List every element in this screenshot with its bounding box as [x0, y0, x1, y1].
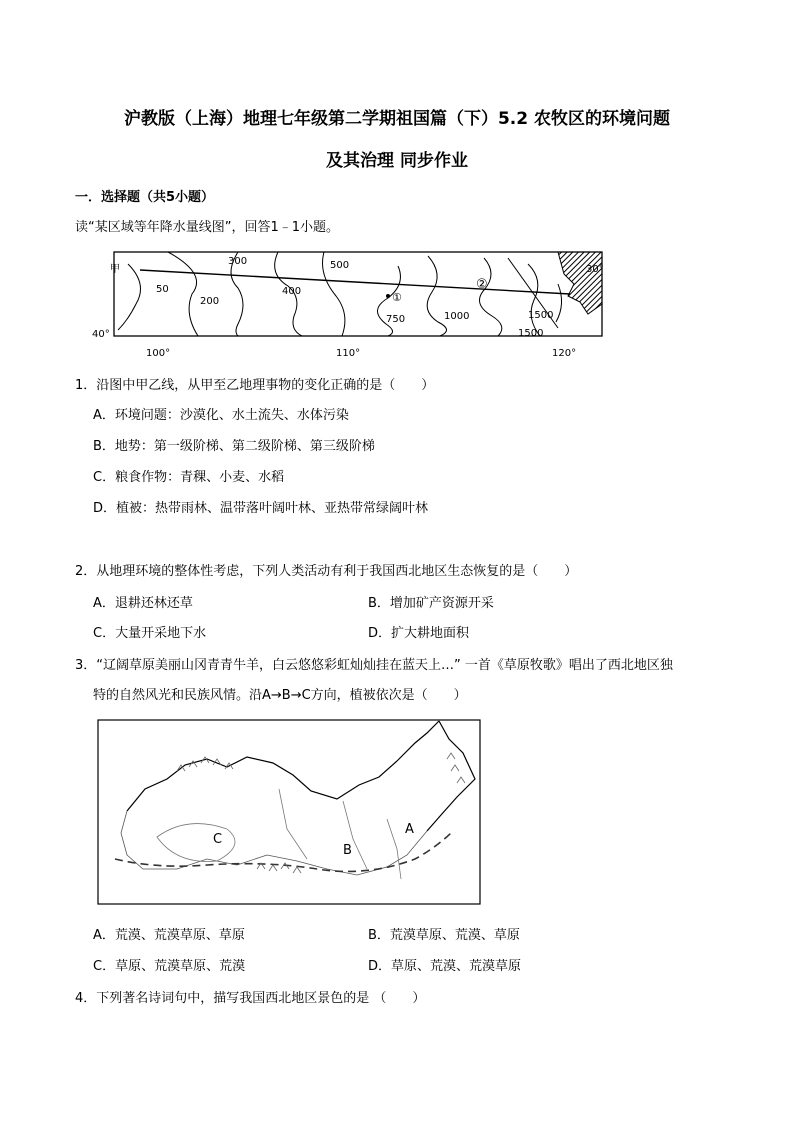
q1-stem: 1．沿图中甲乙线，从甲至乙地理事物的变化正确的是（ ）: [75, 378, 435, 393]
isohyet-1000: 1000: [444, 311, 470, 322]
isohyet-50: 50: [156, 284, 169, 295]
q2-option-c[interactable]: C．大量开采地下水: [93, 626, 207, 641]
isohyet-200: 200: [200, 296, 220, 307]
doc-title-line2: 及其治理 同步作业: [326, 151, 468, 171]
lat-30: 30°: [586, 264, 604, 275]
q2-stem: 2．从地理环境的整体性考虑，下列人类活动有利于我国西北地区生态恢复的是（ ）: [75, 564, 578, 579]
map-label-a: A: [405, 822, 414, 837]
isohyet-500: 500: [330, 260, 350, 271]
isohyet-400: 400: [282, 286, 302, 297]
q1-option-a[interactable]: A．环境问题：沙漠化、水土流失、水体污染: [93, 408, 349, 423]
point-2-label: ②: [476, 277, 488, 292]
q1-option-d[interactable]: D．植被：热带雨林、温带落叶阔叶林、亚热带常绿阔叶林: [93, 501, 429, 516]
label-jia: 甲: [110, 264, 120, 275]
isohyet-1500-a: 1500: [528, 310, 554, 321]
q1-option-c[interactable]: C．粮食作物：青稞、小麦、水稻: [93, 470, 285, 485]
section-heading: 一．选择题（共5小题）: [75, 190, 215, 205]
map-label-c: C: [213, 832, 223, 847]
isohyet-300: 300: [228, 256, 248, 267]
q3-option-a[interactable]: A．荒漠、荒漠草原、草原: [93, 928, 245, 943]
isohyet-750: 750: [386, 314, 406, 325]
northwest-china-map: [97, 719, 481, 905]
point-1-label: ①: [392, 291, 402, 304]
q2-option-a[interactable]: A．退耕还林还草: [93, 596, 193, 611]
lon-100: 100°: [146, 348, 171, 359]
q3-stem-line2: 特的自然风光和民族风情。沿A→B→C方向，植被依次是（ ）: [93, 688, 467, 703]
q2-option-d[interactable]: D．扩大耕地面积: [368, 626, 470, 641]
lon-110: 110°: [336, 348, 361, 359]
q2-option-b[interactable]: B．增加矿产资源开采: [368, 596, 494, 611]
doc-title-line1: 沪教版（上海）地理七年级第二学期祖国篇（下）5.2 农牧区的环境问题: [123, 109, 671, 129]
q1-option-b[interactable]: B．地势：第一级阶梯、第二级阶梯、第三级阶梯: [93, 439, 375, 454]
q3-option-b[interactable]: B．荒漠草原、荒漠、草原: [368, 928, 520, 943]
precipitation-map: [88, 244, 618, 362]
isohyet-1500-b: 1500: [518, 328, 544, 339]
lat-40: 40°: [92, 329, 110, 340]
q3-stem-line1: 3．“辽阔草原美丽山冈青青牛羊，白云悠悠彩虹灿灿挂在蓝天上…” 一首《草原牧歌》唱出了西北地区独: [75, 658, 673, 673]
lon-120: 120°: [552, 348, 577, 359]
intro-text: 读“某区域等年降水量线图”，回答1﹣1小题。: [75, 220, 340, 235]
q3-option-d[interactable]: D．草原、荒漠、荒漠草原: [368, 959, 522, 974]
map-label-b: B: [343, 843, 352, 858]
q4-stem: 4．下列著名诗词句中，描写我国西北地区景色的是 （ ）: [75, 991, 426, 1006]
q3-option-c[interactable]: C．草原、荒漠草原、荒漠: [93, 959, 246, 974]
